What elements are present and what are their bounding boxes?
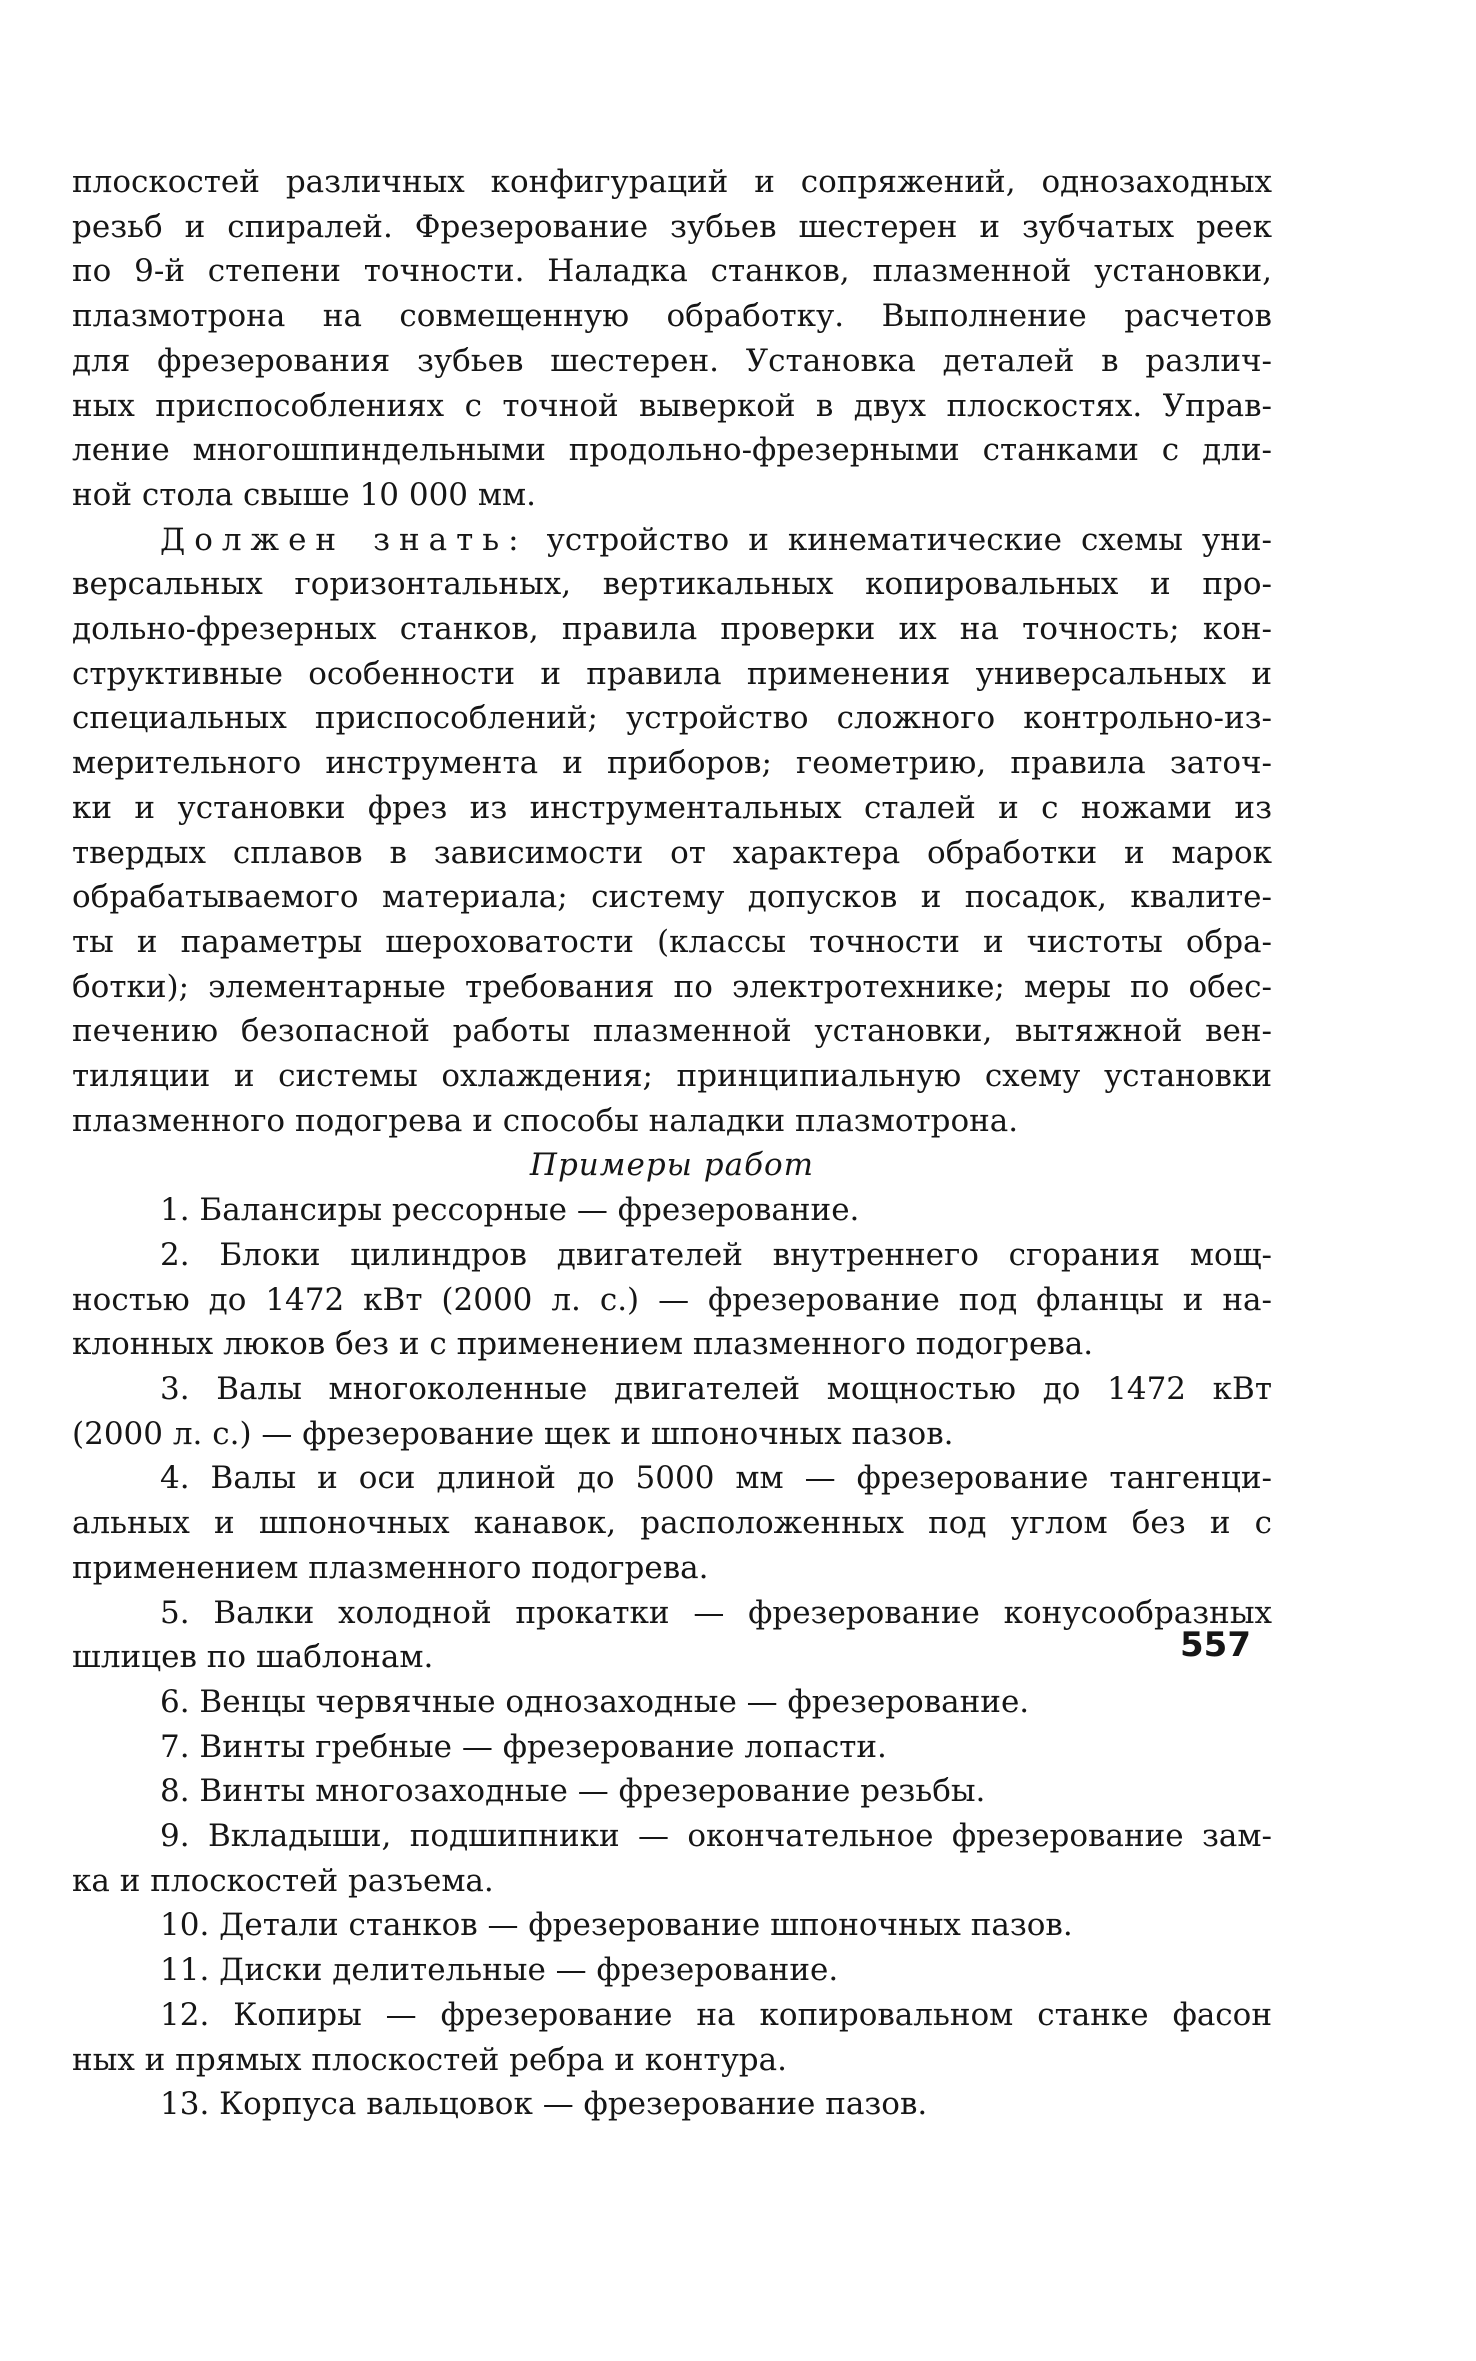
text-line: 1. Балансиры рессорные — фрезерование. [160,1192,860,1229]
text-line: ных и прямых плоскостей ребра и контура. [72,2041,787,2078]
text-line: 11. Диски делительные — фрезерование. [160,1952,839,1989]
text-line: мерительного инструмента и приборов; геометрию, правила заточ- [72,745,1272,782]
continued-paragraph [72,160,1272,518]
text-line: 5. Валки холодной прокатки — фрезерование конусообразных [160,1594,1272,1631]
text-line: дольно-фрезерных станков, правила проверки их на точность; кон- [72,611,1272,648]
text-line: ностью до 1472 кВт (2000 л. с.) — фрезерование под фланцы и на- [72,1281,1272,1318]
example-item [72,1233,1272,1367]
text-line: ление многошпиндельными продольно-фрезерными станками с дли- [72,432,1272,469]
example-item [72,1948,1272,1993]
page-body [72,160,1272,2127]
text-line: 2. Блоки цилиндров двигателей внутреннего сгорания мощ- [160,1236,1272,1273]
example-item [72,1188,1272,1233]
text-line: 10. Детали станков — фрезерование шпоночных пазов. [160,1907,1073,1944]
example-item [72,1456,1272,1590]
text-line: ки и установки фрез из инструментальных сталей и с ножами из [72,789,1272,826]
examples-list [72,1188,1272,2127]
text-line: структивные особенности и правила применения универсальных и [72,655,1272,692]
text-line: ты и параметры шероховатости (классы точности и чистоты обра- [72,923,1272,960]
example-item [72,2082,1272,2127]
text-line: применением плазменного подогрева. [72,1549,709,1586]
text-line: специальных приспособлений; устройство сложного контрольно-из- [72,700,1272,737]
example-item [72,1903,1272,1948]
text-line: для фрезерования зубьев шестерен. Установка деталей в различ- [72,342,1272,379]
text-line: ных приспособлениях с точной выверкой в двух плоскостях. Управ- [72,387,1272,424]
text-line: по 9-й степени точности. Наладка станков, плазменной установки, [72,253,1272,290]
text-line: ботки); элементарные требования по электротехнике; меры по обес- [72,968,1272,1005]
text-line [72,518,1272,563]
must-know-lead: Должен знать: [160,521,528,558]
text-line: 13. Корпуса вальцовок — фрезерование пазов. [160,2086,928,2123]
must-know-paragraph [72,518,1272,1144]
text-line: 6. Венцы червячные однозаходные — фрезерование. [160,1683,1030,1720]
text-line: (2000 л. с.) — фрезерование щек и шпоночных пазов. [72,1415,954,1452]
text-line: клонных люков без и с применением плазменного подогрева. [72,1326,1094,1363]
example-item [72,1769,1272,1814]
text-line: 8. Винты многозаходные — фрезерование резьбы. [160,1773,986,1810]
example-item [72,1367,1272,1456]
text-line: плоскостей различных конфигураций и сопряжений, однозаходных [72,164,1272,200]
text-line: 12. Копиры — фрезерование на копировальном станке фасон [160,1996,1272,2033]
text-line: альных и шпоночных канавок, расположенных под углом без и с [72,1505,1272,1542]
example-item [72,1993,1272,2082]
text-line: 9. Вкладыши, подшипники — окончательное фрезерование зам- [160,1818,1272,1855]
text-line: печению безопасной работы плазменной установки, вытяжной вен- [72,1013,1272,1050]
text-line: твердых сплавов в зависимости от характера обработки и марок [72,834,1272,871]
page-number: 557 [1180,1625,1251,1665]
text-line: плазмотрона на совмещенную обработку. Выполнение расчетов [72,298,1272,335]
example-item [72,1725,1272,1770]
text-line: 7. Винты гребные — фрезерование лопасти. [160,1728,887,1765]
text-line: тиляции и системы охлаждения; принципиальную схему установки [72,1058,1272,1095]
example-item [72,1591,1272,1680]
examples-heading: Примеры работ [529,1147,815,1184]
text-line: обрабатываемого материала; систему допусков и посадок, квалите- [72,879,1272,916]
text-line: 3. Валы многоколенные двигателей мощностью до 1472 кВт [160,1370,1272,1407]
text-line: ка и плоскостей разъема. [72,1862,494,1899]
text-line: версальных горизонтальных, вертикальных копировальных и про- [72,566,1272,603]
text-line: резьб и спиралей. Фрезерование зубьев шестерен и зубчатых реек [72,208,1272,245]
must-know-line: устройство и кинематические схемы уни- [527,521,1272,558]
example-item [72,1680,1272,1725]
example-item [72,1814,1272,1903]
text-line: плазменного подогрева и способы наладки плазмотрона. [72,1102,1019,1139]
text-line: шлицев по шаблонам. [72,1639,434,1676]
text-line: 4. Валы и оси длиной до 5000 мм — фрезерование тангенци- [160,1460,1272,1497]
text-line: ной стола свыше 10 000 мм. [72,476,536,513]
